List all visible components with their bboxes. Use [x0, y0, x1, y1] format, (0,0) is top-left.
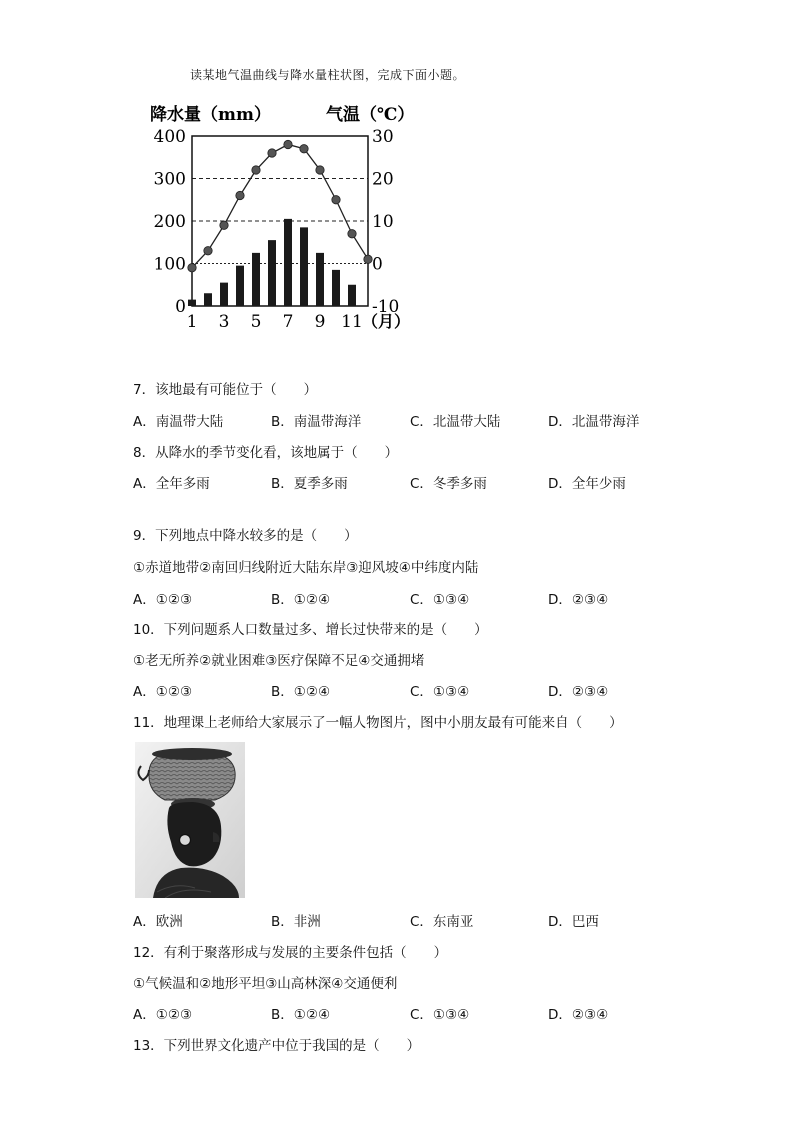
precipitation-bar — [204, 293, 212, 306]
precipitation-bar — [268, 240, 276, 306]
precipitation-bar — [300, 227, 308, 306]
q8-stem: 8．从降水的季节变化看，该地属于（ ） — [133, 445, 399, 461]
q10-items: ①老无所养②就业困难③医疗保障不足④交通拥堵 — [133, 653, 425, 669]
q11-stem: 11．地理课上老师给大家展示了一幅人物图片，图中小朋友最有可能来自（ ） — [133, 715, 623, 731]
temperature-curve — [192, 145, 368, 268]
q9-stem: 9．下列地点中降水较多的是（ ） — [133, 528, 358, 544]
x-tick-label: 11 — [341, 312, 363, 332]
q11-options — [133, 910, 693, 930]
q12-option-c[interactable]: C．①③④ — [410, 1007, 470, 1023]
precipitation-bar — [348, 285, 356, 306]
q7-option-b[interactable]: B．南温带海洋 — [271, 414, 362, 430]
temperature-point — [316, 166, 324, 174]
q10-option-a[interactable]: A．①②③ — [133, 684, 193, 700]
temperature-point — [348, 230, 356, 238]
left-axis-label: 降水量（mm） — [150, 105, 271, 125]
precipitation-bar — [316, 253, 324, 306]
q7-option-c[interactable]: C．北温带大陆 — [410, 414, 501, 430]
right-tick-label: 30 — [372, 127, 394, 147]
precipitation-bar — [284, 219, 292, 306]
q9-option-c[interactable]: C．①③④ — [410, 592, 470, 608]
left-tick-label: 0 — [175, 297, 186, 317]
q10-stem: 10．下列问题系人口数量过多、增长过快带来的是（ ） — [133, 622, 488, 638]
q8-option-d[interactable]: D．全年少雨 — [548, 476, 626, 492]
child-with-basket-photo — [135, 742, 245, 898]
right-tick-label: -10 — [372, 297, 400, 317]
intro-text: 读某地气温曲线与降水量柱状图，完成下面小题。 — [190, 68, 466, 82]
right-axis-label: 气温（℃） — [326, 105, 415, 125]
precipitation-bar — [252, 253, 260, 306]
q9-options — [133, 588, 693, 608]
q12-options — [133, 1003, 693, 1023]
left-tick-label: 300 — [153, 169, 186, 190]
precipitation-bar — [188, 300, 196, 306]
right-tick-label: 20 — [372, 169, 394, 190]
q10-option-d[interactable]: D．②③④ — [548, 684, 609, 700]
q12-option-d[interactable]: D．②③④ — [548, 1007, 609, 1023]
climate-chart — [140, 96, 430, 336]
q10-option-c[interactable]: C．①③④ — [410, 684, 470, 700]
temperature-point — [300, 145, 308, 153]
x-tick-label: 9 — [314, 312, 326, 332]
x-tick-label: 7 — [282, 312, 294, 332]
q11-option-c[interactable]: C．东南亚 — [410, 914, 474, 930]
temperature-point — [220, 221, 228, 229]
x-unit-label: （月） — [362, 312, 411, 331]
x-tick-label: 1 — [186, 312, 198, 332]
precipitation-bar — [332, 270, 340, 306]
q11-option-d[interactable]: D．巴西 — [548, 914, 599, 930]
left-tick-label: 100 — [153, 254, 186, 275]
q13-stem: 13．下列世界文化遗产中位于我国的是（ ） — [133, 1038, 421, 1054]
q10-option-b[interactable]: B．①②④ — [271, 684, 331, 700]
q9-option-a[interactable]: A．①②③ — [133, 592, 193, 608]
precipitation-bar — [236, 266, 244, 306]
temperature-point — [188, 264, 196, 272]
q7-options — [133, 410, 693, 430]
q12-option-a[interactable]: A．①②③ — [133, 1007, 193, 1023]
q8-options — [133, 472, 693, 492]
q8-option-c[interactable]: C．冬季多雨 — [410, 476, 487, 492]
temperature-point — [332, 196, 340, 204]
q11-option-a[interactable]: A．欧洲 — [133, 914, 183, 930]
q9-option-b[interactable]: B．①②④ — [271, 592, 331, 608]
q8-option-a[interactable]: A．全年多雨 — [133, 476, 210, 492]
temperature-point — [268, 149, 276, 157]
temperature-point — [236, 191, 244, 199]
q11-option-b[interactable]: B．非洲 — [271, 914, 321, 930]
q9-option-d[interactable]: D．②③④ — [548, 592, 609, 608]
left-tick-label: 200 — [153, 212, 186, 232]
x-tick-label: 3 — [218, 312, 230, 332]
left-tick-label: 400 — [153, 127, 186, 147]
q7-option-d[interactable]: D．北温带海洋 — [548, 414, 640, 430]
temperature-point — [364, 255, 372, 263]
q12-option-b[interactable]: B．①②④ — [271, 1007, 331, 1023]
q10-options — [133, 680, 693, 700]
q7-option-a[interactable]: A．南温带大陆 — [133, 414, 224, 430]
q12-items: ①气候温和②地形平坦③山高林深④交通便利 — [133, 976, 398, 992]
q9-items: ①赤道地带②南回归线附近大陆东岸③迎风坡④中纬度内陆 — [133, 560, 479, 576]
q8-option-b[interactable]: B．夏季多雨 — [271, 476, 348, 492]
precipitation-bar — [220, 283, 228, 306]
q7-stem: 7．该地最有可能位于（ ） — [133, 382, 318, 398]
right-tick-label: 10 — [372, 212, 394, 232]
temperature-point — [252, 166, 260, 174]
temperature-point — [284, 140, 292, 148]
q12-stem: 12．有利于聚落形成与发展的主要条件包括（ ） — [133, 945, 448, 961]
right-tick-label: 0 — [372, 254, 383, 275]
x-tick-label: 5 — [250, 312, 262, 332]
temperature-point — [204, 247, 212, 255]
